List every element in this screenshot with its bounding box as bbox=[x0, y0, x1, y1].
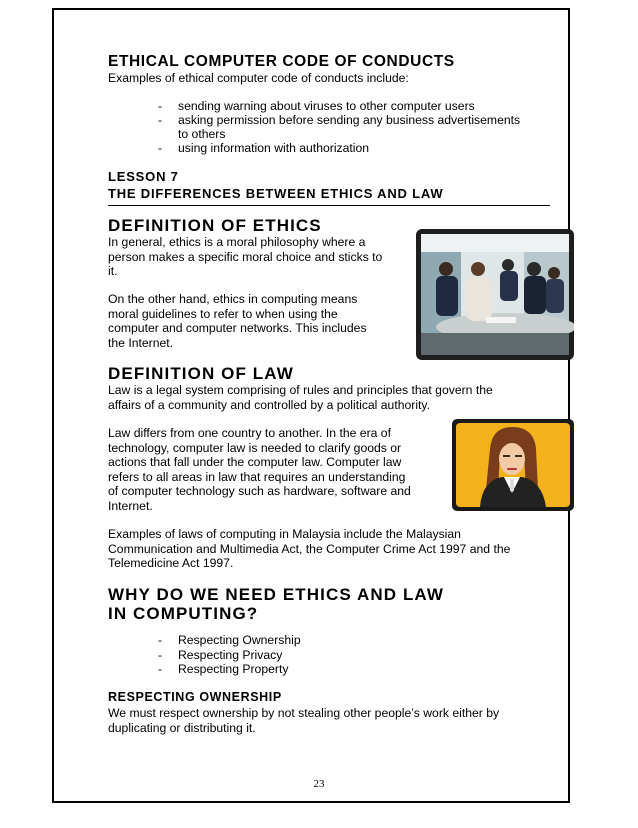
divider bbox=[108, 205, 550, 206]
bullet-icon: - bbox=[158, 113, 163, 127]
bullet-icon: - bbox=[158, 648, 163, 662]
heading-definition-of-ethics: DEFINITION OF ETHICS bbox=[108, 216, 322, 235]
section-title-code-of-conducts: ETHICAL COMPUTER CODE OF CONDUCTS bbox=[108, 53, 455, 70]
law-paragraph-2: Law differs from one country to another. In the era of technology, computer law is needed to clarify goods or actions that fall under the computer law. Computer law refers to all areas in law that requires an understanding of computer technology such as hardware, software and Internet. bbox=[108, 426, 411, 513]
heading-why-ethics-and-law: WHY DO WE NEED ETHICS AND LAW IN COMPUTING? bbox=[108, 585, 445, 623]
bullet-icon: - bbox=[158, 633, 163, 647]
bullet-icon: - bbox=[158, 141, 163, 155]
lesson-number: LESSON 7 bbox=[108, 169, 179, 184]
business-meeting-illustration bbox=[416, 229, 574, 360]
bullet-icon: - bbox=[158, 662, 163, 676]
heading-respecting-ownership: RESPECTING OWNERSHIP bbox=[108, 690, 282, 704]
ethics-paragraph-2: On the other hand, ethics in computing means moral guidelines to refer to when using the computer and computer networks. This includes the Internet. bbox=[108, 292, 367, 350]
law-paragraph-3: Examples of laws of computing in Malaysia include the Malaysian Communication and Multimedia Act, the Computer Crime Act 1997 and the Telemedicine Act 1997. bbox=[108, 527, 511, 571]
ownership-paragraph: We must respect ownership by not stealing other people’s work either by duplicating or distributing it. bbox=[108, 706, 500, 735]
meeting-photo bbox=[416, 229, 574, 360]
bullet-icon: - bbox=[158, 99, 163, 113]
section-intro: Examples of ethical computer code of conducts include: bbox=[108, 71, 409, 85]
lawyer-illustration bbox=[452, 419, 574, 511]
heading-definition-of-law: DEFINITION OF LAW bbox=[108, 364, 294, 383]
ethics-paragraph-1: In general, ethics is a moral philosophy where a person makes a specific moral choice and sticks to it. bbox=[108, 235, 383, 279]
page-number: 23 bbox=[313, 778, 325, 790]
law-paragraph-1: Law is a legal system comprising of rules and principles that govern the affairs of a community and controlled by a political authority. bbox=[108, 383, 493, 412]
female-lawyer-icon bbox=[452, 419, 574, 511]
lesson-title: THE DIFFERENCES BETWEEN ETHICS AND LAW bbox=[108, 186, 444, 201]
